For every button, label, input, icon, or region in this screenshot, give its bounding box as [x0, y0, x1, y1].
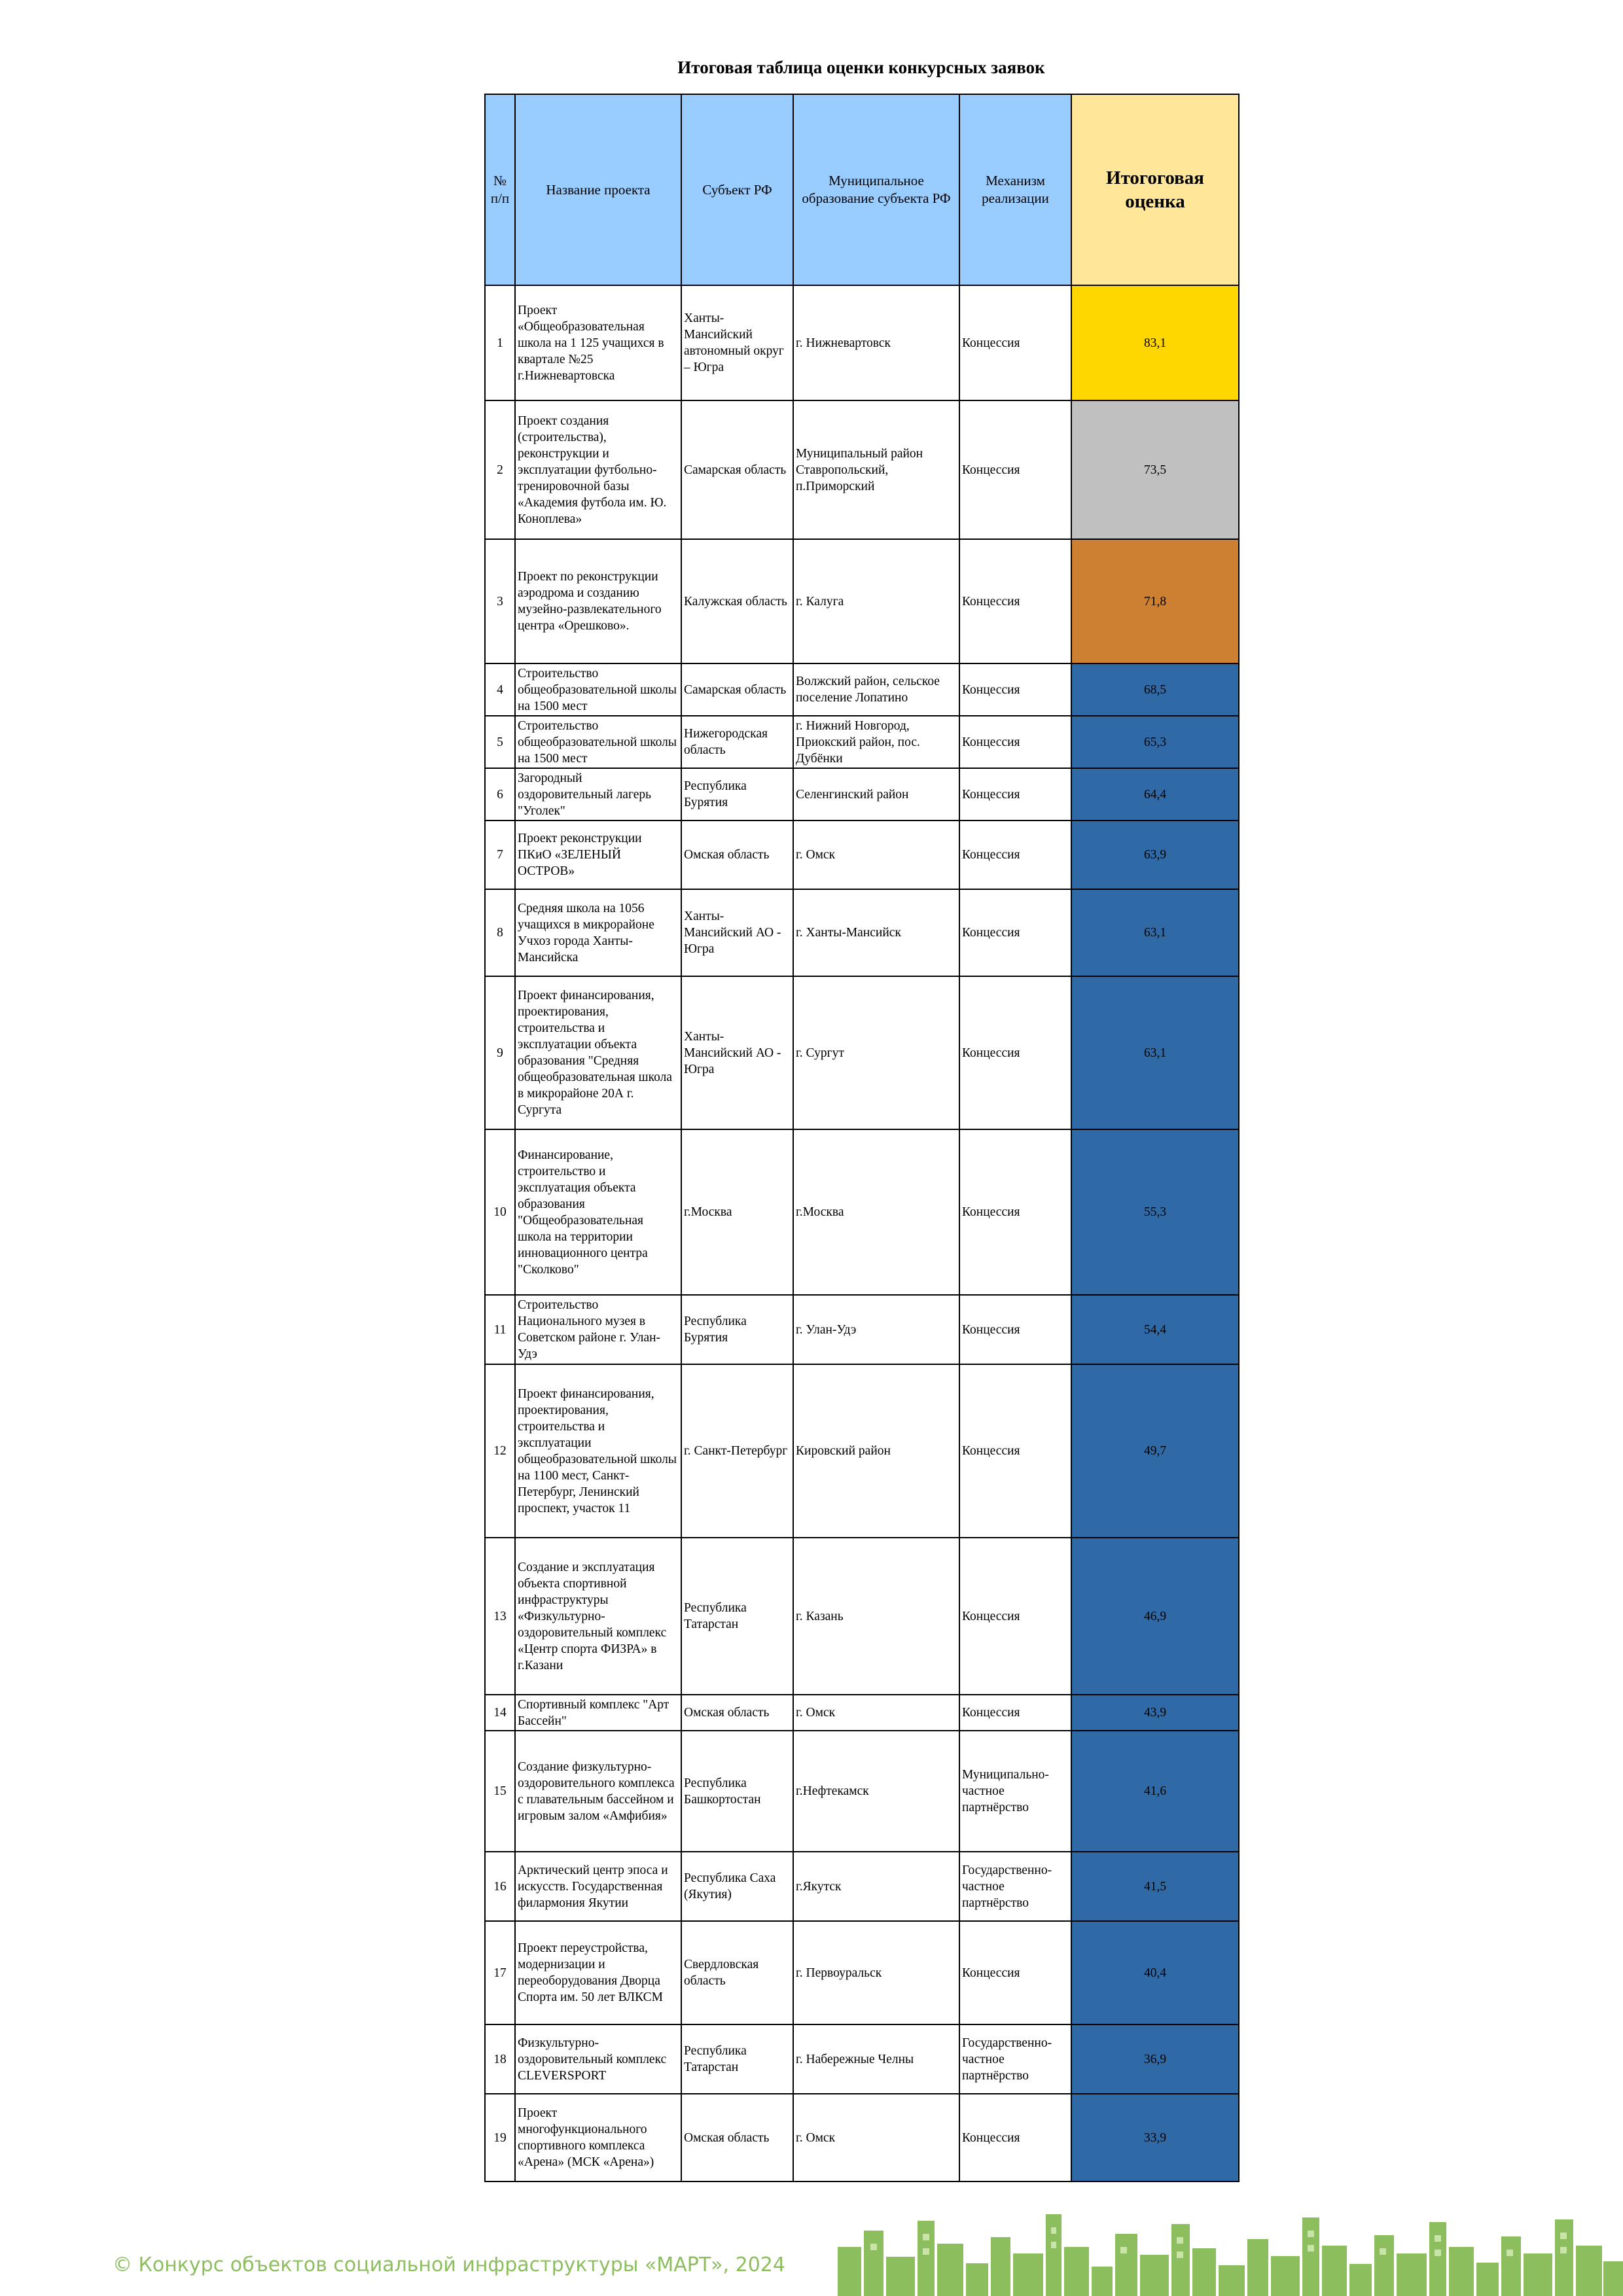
cell-final-score: 40,4 [1071, 1921, 1239, 2024]
header-num: № п/п [485, 94, 515, 285]
cell-subject: Республика Бурятия [681, 768, 793, 821]
cell-num: 8 [485, 889, 515, 976]
cell-final-score: 63,9 [1071, 821, 1239, 889]
cell-project-name: Спортивный комплекс "Арт Бассейн" [515, 1695, 681, 1731]
cell-subject: Нижегородская область [681, 716, 793, 768]
cell-final-score: 54,4 [1071, 1295, 1239, 1364]
cell-num: 9 [485, 976, 515, 1129]
cell-final-score: 63,1 [1071, 976, 1239, 1129]
cell-mechanism: Концессия [959, 821, 1071, 889]
cell-mechanism: Концессия [959, 1364, 1071, 1538]
table-row [485, 768, 1239, 821]
table-row [485, 400, 1239, 539]
cell-project-name: Проект реконструкции ПКиО «ЗЕЛЕНЫЙ ОСТРОВ» [515, 821, 681, 889]
table-header-row [485, 94, 1239, 285]
table-row [485, 1852, 1239, 1921]
cell-mechanism: Концессия [959, 976, 1071, 1129]
cell-subject: Ханты-Мансийский АО - Югра [681, 976, 793, 1129]
cell-mechanism: Концессия [959, 2094, 1071, 2181]
cell-subject: Республика Саха (Якутия) [681, 1852, 793, 1921]
cell-mechanism: Государственно-частное партнёрство [959, 1852, 1071, 1921]
cell-municipality: г. Омск [793, 1695, 959, 1731]
cell-num: 10 [485, 1129, 515, 1295]
table-row [485, 889, 1239, 976]
cell-subject: г.Москва [681, 1129, 793, 1295]
cell-final-score: 46,9 [1071, 1538, 1239, 1695]
cell-subject: Калужская область [681, 539, 793, 663]
cell-project-name: Строительство Национального музея в Советском районе г. Улан-Удэ [515, 1295, 681, 1364]
cell-municipality: г. Ханты-Мансийск [793, 889, 959, 976]
cell-num: 2 [485, 400, 515, 539]
cell-num: 13 [485, 1538, 515, 1695]
cell-final-score: 64,4 [1071, 768, 1239, 821]
cell-project-name: Проект финансирования, проектирования, строительства и эксплуатации общеобразовательной школы на 1100 мест, Санкт-Петербург, Ленинский проспект, участок 11 [515, 1364, 681, 1538]
cell-num: 4 [485, 663, 515, 716]
cell-municipality: г. Калуга [793, 539, 959, 663]
cell-num: 5 [485, 716, 515, 768]
cell-municipality: г.Москва [793, 1129, 959, 1295]
cell-subject: Республика Татарстан [681, 2024, 793, 2094]
cell-subject: г. Санкт-Петербург [681, 1364, 793, 1538]
cell-mechanism: Концессия [959, 1695, 1071, 1731]
cell-municipality: Волжский район, сельское поселение Лопатино [793, 663, 959, 716]
footer-copyright: © Конкурс объектов социальной инфраструктуры «МАРТ», 2024 [113, 2253, 785, 2276]
cell-mechanism: Концессия [959, 1295, 1071, 1364]
cell-subject: Республика Татарстан [681, 1538, 793, 1695]
cell-project-name: Создание физкультурно-оздоровительного комплекса с плавательным бассейном и игровым залом «Амфибия» [515, 1731, 681, 1852]
cell-final-score: 68,5 [1071, 663, 1239, 716]
cell-subject: Свердловская область [681, 1921, 793, 2024]
cell-project-name: Строительство общеобразовательной школы на 1500 мест [515, 716, 681, 768]
cell-municipality: г. Набережные Челны [793, 2024, 959, 2094]
cell-mechanism: Концессия [959, 1129, 1071, 1295]
cell-municipality: г. Первоуральск [793, 1921, 959, 2024]
cell-mechanism: Концессия [959, 663, 1071, 716]
cell-final-score: 63,1 [1071, 889, 1239, 976]
cell-project-name: Арктический центр эпоса и искусств. Государственная филармония Якутии [515, 1852, 681, 1921]
table-row [485, 663, 1239, 716]
cell-subject: Республика Башкортостан [681, 1731, 793, 1852]
cell-final-score: 71,8 [1071, 539, 1239, 663]
header-municipality: Муниципальное образование субъекта РФ [793, 94, 959, 285]
cell-mechanism: Концессия [959, 889, 1071, 976]
cell-project-name: Загородный оздоровительный лагерь "Уголек" [515, 768, 681, 821]
cell-subject: Самарская область [681, 663, 793, 716]
cell-municipality: г. Омск [793, 821, 959, 889]
cell-project-name: Проект «Общеобразовательная школа на 1 125 учащихся в квартале №25 г.Нижневартовска [515, 285, 681, 400]
cell-num: 17 [485, 1921, 515, 2024]
cell-mechanism: Муниципально-частное партнёрство [959, 1731, 1071, 1852]
cell-num: 6 [485, 768, 515, 821]
header-mechanism: Механизм реализации [959, 94, 1071, 285]
cell-municipality: Селенгинский район [793, 768, 959, 821]
cell-project-name: Проект создания (строительства), реконструкции и эксплуатации футбольно-тренировочной базы «Академия футбола им. Ю. Коноплева» [515, 400, 681, 539]
cell-num: 1 [485, 285, 515, 400]
cell-num: 3 [485, 539, 515, 663]
cell-project-name: Проект многофункционального спортивного комплекса «Арена» (МСК «Арена») [515, 2094, 681, 2181]
table-row [485, 1731, 1239, 1852]
cell-mechanism: Концессия [959, 716, 1071, 768]
cell-final-score: 36,9 [1071, 2024, 1239, 2094]
cell-num: 11 [485, 1295, 515, 1364]
cell-mechanism: Концессия [959, 539, 1071, 663]
cell-num: 19 [485, 2094, 515, 2181]
cell-municipality: г. Омск [793, 2094, 959, 2181]
cell-project-name: Проект по реконструкции аэродрома и созданию музейно-развлекательного центра «Орешково». [515, 539, 681, 663]
table-row [485, 1295, 1239, 1364]
table-row [485, 716, 1239, 768]
cell-final-score: 33,9 [1071, 2094, 1239, 2181]
cell-num: 16 [485, 1852, 515, 1921]
cell-municipality: г. Нижний Новгород, Приокский район, пос. Дубёнки [793, 716, 959, 768]
cell-municipality: г. Улан-Удэ [793, 1295, 959, 1364]
cell-num: 7 [485, 821, 515, 889]
page-title: Итоговая таблица оценки конкурсных заявок [677, 58, 1045, 77]
cell-mechanism: Концессия [959, 1921, 1071, 2024]
cell-project-name: Строительство общеобразовательной школы на 1500 мест [515, 663, 681, 716]
table-row [485, 539, 1239, 663]
table-row [485, 2024, 1239, 2094]
header-subject: Субъект РФ [681, 94, 793, 285]
table-row [485, 1921, 1239, 2024]
cell-subject: Ханты-Мансийский автономный округ – Югра [681, 285, 793, 400]
cell-final-score: 43,9 [1071, 1695, 1239, 1731]
cell-num: 14 [485, 1695, 515, 1731]
header-final-score: Итогоговая оценка [1071, 94, 1239, 285]
cell-final-score: 83,1 [1071, 285, 1239, 400]
cell-mechanism: Концессия [959, 400, 1071, 539]
cell-municipality: Муниципальный район Ставропольский, п.Приморский [793, 400, 959, 539]
table-row [485, 821, 1239, 889]
cell-subject: Республика Бурятия [681, 1295, 793, 1364]
cell-project-name: Финансирование, строительство и эксплуатация объекта образования "Общеобразовательная школа на территории инновационного центра "Сколково" [515, 1129, 681, 1295]
cell-project-name: Проект переустройства, модернизации и переоборудования Дворца Спорта им. 50 лет ВЛКСМ [515, 1921, 681, 2024]
table-row [485, 1364, 1239, 1538]
cell-num: 18 [485, 2024, 515, 2094]
cell-mechanism: Концессия [959, 1538, 1071, 1695]
cell-num: 12 [485, 1364, 515, 1538]
cell-municipality: г. Казань [793, 1538, 959, 1695]
cell-final-score: 41,6 [1071, 1731, 1239, 1852]
city-skyline-illustration [838, 2208, 1623, 2296]
cell-num: 15 [485, 1731, 515, 1852]
cell-subject: Ханты-Мансийский АО - Югра [681, 889, 793, 976]
results-table [484, 94, 1240, 2182]
cell-mechanism: Концессия [959, 285, 1071, 400]
cell-municipality: г. Сургут [793, 976, 959, 1129]
table-body [485, 285, 1239, 2181]
cell-mechanism: Государственно-частное партнёрство [959, 2024, 1071, 2094]
cell-project-name: Создание и эксплуатация объекта спортивной инфраструктуры «Физкультурно-оздоровительный комплекс «Центр спорта ФИЗРА» в г.Казани [515, 1538, 681, 1695]
table-row [485, 285, 1239, 400]
cell-final-score: 49,7 [1071, 1364, 1239, 1538]
cell-project-name: Средняя школа на 1056 учащихся в микрорайоне Учхоз города Ханты-Мансийска [515, 889, 681, 976]
cell-mechanism: Концессия [959, 768, 1071, 821]
cell-municipality: г.Нефтекамск [793, 1731, 959, 1852]
cell-municipality: г. Нижневартовск [793, 285, 959, 400]
cell-final-score: 41,5 [1071, 1852, 1239, 1921]
cell-municipality: Кировский район [793, 1364, 959, 1538]
cell-final-score: 55,3 [1071, 1129, 1239, 1295]
cell-final-score: 65,3 [1071, 716, 1239, 768]
cell-project-name: Физкультурно-оздоровительный комплекс CLEVERSPORT [515, 2024, 681, 2094]
cell-final-score: 73,5 [1071, 400, 1239, 539]
cell-subject: Омская область [681, 1695, 793, 1731]
cell-project-name: Проект финансирования, проектирования, строительства и эксплуатации объекта образования "Средняя общеобразовательная школа в микрорайоне 20А г. Сургута [515, 976, 681, 1129]
table-row [485, 976, 1239, 1129]
cell-municipality: г.Якутск [793, 1852, 959, 1921]
table-row [485, 1695, 1239, 1731]
header-project-name: Название проекта [515, 94, 681, 285]
cell-subject: Омская область [681, 821, 793, 889]
cell-subject: Самарская область [681, 400, 793, 539]
table-row [485, 2094, 1239, 2181]
table-row [485, 1538, 1239, 1695]
table-row [485, 1129, 1239, 1295]
cell-subject: Омская область [681, 2094, 793, 2181]
